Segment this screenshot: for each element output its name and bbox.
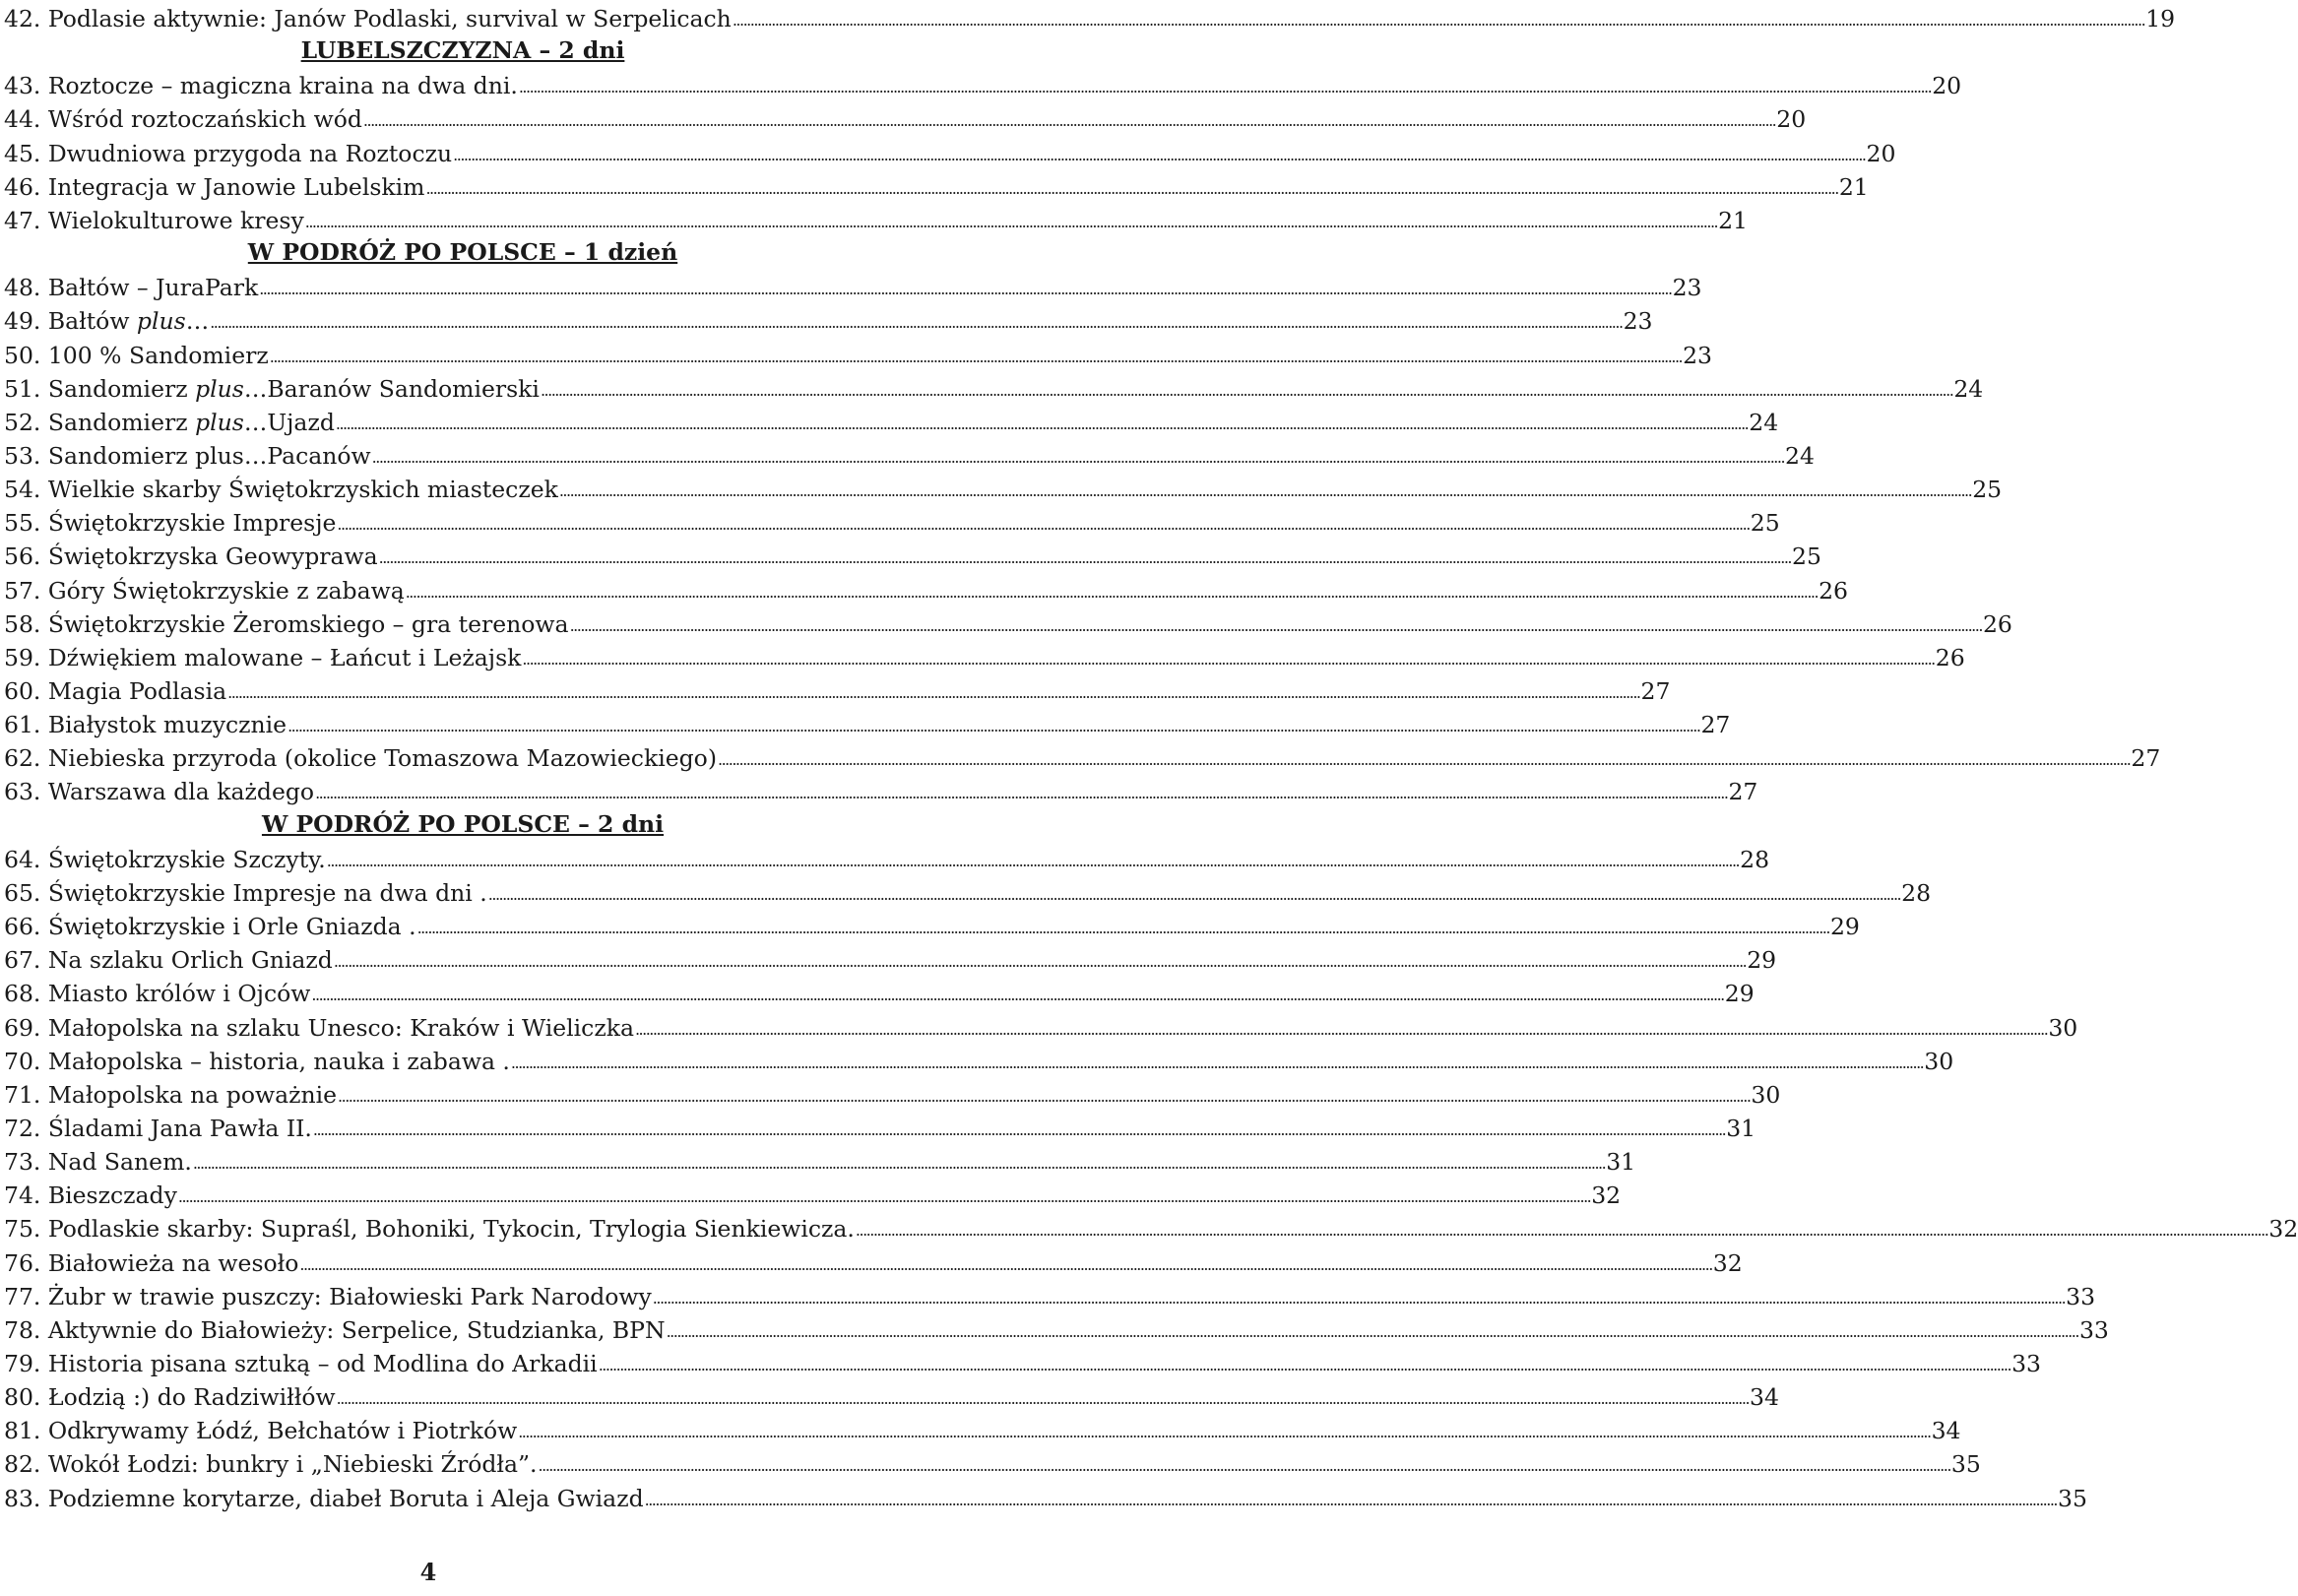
toc-entry <box>4 135 1896 168</box>
toc-entry <box>4 1311 2109 1345</box>
toc-leader-dots: ................................................................................................................................................................................................................................................................................................................................................................................................................ <box>315 784 1728 803</box>
toc-leader-dots: ................................................................................................................................................................................................................................................................................................................................................................................................................ <box>855 1221 2268 1241</box>
toc-entry-title: 67. Na szlaku Orlich Gniazd <box>4 946 333 975</box>
section-heading: W PODRÓŻ PO POLSCE – 1 dzień <box>247 238 678 267</box>
toc-leader-dots: ................................................................................................................................................................................................................................................................................................................................................................................................................ <box>299 1254 1712 1274</box>
toc-entry-page: 29 <box>1724 980 1755 1008</box>
toc-leader-dots: ................................................................................................................................................................................................................................................................................................................................................................................................................ <box>718 750 2131 770</box>
toc-entry-title: 83. Podziemne korytarze, diabeł Boruta i Aleja Gwiazd <box>4 1484 644 1512</box>
toc-leader-dots: ................................................................................................................................................................................................................................................................................................................................................................................................................ <box>336 1389 1750 1409</box>
toc-entry <box>4 1076 1781 1110</box>
toc-entry-page: 35 <box>1950 1450 1981 1479</box>
toc-entry <box>4 1278 2096 1311</box>
toc-entry-title: 80. Łodzią :) do Radziwiłłów <box>4 1383 336 1412</box>
toc-leader-dots: ................................................................................................................................................................................................................................................................................................................................................................................................................ <box>644 1490 2057 1509</box>
toc-leader-dots: ................................................................................................................................................................................................................................................................................................................................................................................................................ <box>453 145 1866 164</box>
toc-entry-page: 33 <box>2078 1315 2109 1344</box>
toc-entry-page: 21 <box>1838 172 1869 201</box>
toc-leader-dots: ................................................................................................................................................................................................................................................................................................................................................................................................................ <box>312 1119 1726 1139</box>
toc-entry-page: 30 <box>1751 1080 1781 1109</box>
toc-entry <box>4 404 1779 437</box>
toc-entry <box>4 1177 1622 1210</box>
toc-entry-title: 82. Wokół Łodzi: bunkry i „Niebieski Źródła”. <box>4 1450 538 1479</box>
toc-entry <box>4 1009 2078 1043</box>
toc-entry <box>4 706 1731 739</box>
toc-entry <box>4 302 1653 336</box>
toc-entry-page: 26 <box>1935 643 1965 671</box>
toc-entry-title: 76. Białowieża na wesoło <box>4 1248 299 1277</box>
toc-entry-title: 60. Magia Podlasia <box>4 677 227 705</box>
toc-entry <box>4 1345 2041 1378</box>
toc-leader-dots: ................................................................................................................................................................................................................................................................................................................................................................................................................ <box>416 919 1829 938</box>
toc-entry-page: 26 <box>1819 576 1848 605</box>
toc-entry <box>4 874 1932 908</box>
toc-entry-page: 32 <box>1712 1248 1743 1277</box>
toc-entry <box>4 337 1713 370</box>
toc-leader-dots: ................................................................................................................................................................................................................................................................................................................................................................................................................ <box>337 515 1750 535</box>
toc-entry-title: 55. Świętokrzyskie Impresje <box>4 509 337 538</box>
toc-entry-title: 52. Sandomierz plus…Ujazd <box>4 408 335 436</box>
toc-leader-dots: ................................................................................................................................................................................................................................................................................................................................................................................................................ <box>732 11 2145 30</box>
toc-entry <box>4 504 1780 538</box>
toc-entry-title: 71. Małopolska na poważnie <box>4 1080 338 1109</box>
toc-entry <box>4 1480 2087 1513</box>
toc-entry-page: 34 <box>1750 1383 1779 1412</box>
page-number: 4 <box>419 1558 437 1586</box>
toc-leader-dots: ................................................................................................................................................................................................................................................................................................................................................................................................................ <box>598 1356 2011 1374</box>
toc-entry <box>4 1445 1981 1479</box>
toc-entry-page: 35 <box>2058 1484 2087 1512</box>
toc-entry-page: 23 <box>1672 274 1702 302</box>
toc-entry <box>4 370 1984 404</box>
toc-leader-dots: ................................................................................................................................................................................................................................................................................................................................................................................................................ <box>510 1053 1924 1072</box>
toc-leader-dots: ................................................................................................................................................................................................................................................................................................................................................................................................................ <box>558 481 1972 501</box>
toc-entry-page: 24 <box>1749 408 1779 436</box>
toc-entry-page: 29 <box>1747 946 1777 975</box>
toc-entry <box>4 672 1671 706</box>
toc-leader-dots: ................................................................................................................................................................................................................................................................................................................................................................................................................ <box>338 1086 1751 1106</box>
toc-entry-page: 25 <box>1792 543 1821 571</box>
toc-entry-title: 75. Podlaskie skarby: Supraśl, Bohoniki, Tykocin, Trylogia Sienkiewicza. <box>4 1215 855 1244</box>
toc-entry-title: 44. Wśród roztoczańskich wód <box>4 105 362 134</box>
toc-entry-title: 57. Góry Świętokrzyskie z zabawą <box>4 576 405 605</box>
toc-leader-dots: ................................................................................................................................................................................................................................................................................................................................................................................................................ <box>227 683 1640 702</box>
toc-leader-dots: ................................................................................................................................................................................................................................................................................................................................................................................................................ <box>362 111 1776 131</box>
toc-leader-dots: ................................................................................................................................................................................................................................................................................................................................................................................................................ <box>326 851 1740 870</box>
toc-entry-title: 70. Małopolska – historia, nauka i zabawa . <box>4 1047 510 1075</box>
toc-leader-dots: ................................................................................................................................................................................................................................................................................................................................................................................................................ <box>522 649 1935 669</box>
toc-entry <box>4 941 1777 975</box>
toc-entry-title: 53. Sandomierz plus…Pacanów <box>4 441 371 470</box>
toc-entry-title: 42. Podlasie aktywnie: Janów Podlaski, survival w Serpelicach <box>4 5 732 32</box>
toc-entry-page: 34 <box>1931 1417 1961 1445</box>
toc-entry-page: 29 <box>1829 913 1860 941</box>
toc-entry-title: 50. 100 % Sandomierz <box>4 341 269 369</box>
toc-entry-title: 51. Sandomierz plus…Baranów Sandomierski <box>4 374 540 403</box>
toc-entry-page: 28 <box>1901 878 1932 907</box>
toc-entry-page: 28 <box>1740 845 1770 873</box>
toc-entry-title: 81. Odkrywamy Łódź, Bełchatów i Piotrków <box>4 1417 518 1445</box>
toc-entry <box>4 269 1702 302</box>
toc-leader-dots: ................................................................................................................................................................................................................................................................................................................................................................................................................ <box>304 212 1718 231</box>
toc-leader-dots: ................................................................................................................................................................................................................................................................................................................................................................................................................ <box>666 1321 2078 1341</box>
toc-entry-title: 68. Miasto królów i Ojców <box>4 980 311 1008</box>
toc-entry-page: 27 <box>1640 677 1671 705</box>
toc-entry <box>4 1210 2298 1244</box>
toc-entry <box>4 1110 1756 1143</box>
toc-entry <box>4 471 2003 504</box>
toc-entry-title: 47. Wielokulturowe kresy <box>4 206 304 234</box>
toc-entry-page: 30 <box>2048 1013 2078 1042</box>
toc-entry-title: 45. Dwudniowa przygoda na Roztoczu <box>4 139 453 167</box>
toc-entry-title: 49. Bałtów plus… <box>4 307 210 336</box>
toc-entry-title: 46. Integracja w Janowie Lubelskim <box>4 172 425 201</box>
toc-entry-title: 61. Białystok muzycznie <box>4 711 287 739</box>
toc-leader-dots: ................................................................................................................................................................................................................................................................................................................................................................................................................ <box>333 952 1747 972</box>
toc-entry-title: 79. Historia pisana sztuką – od Modlina do Arkadii <box>4 1350 598 1377</box>
toc-entry-title: 59. Dźwiękiem malowane – Łańcut i Leżajsk <box>4 643 522 671</box>
toc-leader-dots: ................................................................................................................................................................................................................................................................................................................................................................................................................ <box>210 313 1623 333</box>
toc-entry <box>4 773 1758 806</box>
toc-entry <box>4 1412 1961 1445</box>
toc-leader-dots: ................................................................................................................................................................................................................................................................................................................................................................................................................ <box>518 78 1932 97</box>
toc-entry <box>4 1143 1636 1177</box>
toc-entry-page: 30 <box>1924 1047 1954 1075</box>
toc-entry <box>4 202 1749 235</box>
toc-entry <box>4 739 2161 773</box>
toc-entry-page: 25 <box>1750 509 1780 538</box>
toc-entry-page: 24 <box>1785 441 1815 470</box>
toc-entry <box>4 538 1821 571</box>
toc-entry <box>4 975 1755 1008</box>
toc-leader-dots: ................................................................................................................................................................................................................................................................................................................................................................................................................ <box>540 380 1953 400</box>
toc-entry <box>4 606 2012 639</box>
toc-entry-title: 64. Świętokrzyskie Szczyty. <box>4 845 326 873</box>
toc-entry-page: 33 <box>2066 1282 2096 1310</box>
toc-entry-title: 48. Bałtów – JuraPark <box>4 274 259 302</box>
toc-entry <box>4 1378 1779 1412</box>
toc-entry-page: 26 <box>1982 609 2012 638</box>
toc-leader-dots: ................................................................................................................................................................................................................................................................................................................................................................................................................ <box>311 986 1724 1005</box>
toc-entry-title: 77. Żubr w trawie puszczy: Białowieski Park Narodowy <box>4 1282 652 1310</box>
toc-leader-dots: ................................................................................................................................................................................................................................................................................................................................................................................................................ <box>405 582 1819 602</box>
toc-entry-title: 73. Nad Sanem. <box>4 1148 192 1177</box>
toc-entry-page: 20 <box>1932 72 1962 100</box>
toc-entry <box>4 908 1860 941</box>
toc-entry-title: 65. Świętokrzyskie Impresje na dwa dni . <box>4 878 487 907</box>
toc-entry <box>4 0 2176 33</box>
toc-entry-page: 33 <box>2011 1350 2041 1377</box>
toc-entry-title: 62. Niebieska przyroda (okolice Tomaszowa Mazowieckiego) <box>4 744 717 773</box>
toc-entry <box>4 1043 1954 1076</box>
toc-leader-dots: ................................................................................................................................................................................................................................................................................................................................................................................................................ <box>518 1423 1931 1442</box>
toc-entry-title: 56. Świętokrzyska Geowyprawa <box>4 543 378 571</box>
toc-entry-page: 32 <box>1591 1181 1622 1210</box>
toc-entry-page: 27 <box>1700 711 1731 739</box>
toc-entry-page: 25 <box>1972 476 2003 504</box>
toc-leader-dots: ................................................................................................................................................................................................................................................................................................................................................................................................................ <box>538 1456 1950 1476</box>
toc-entry <box>4 572 1848 606</box>
toc-leader-dots: ................................................................................................................................................................................................................................................................................................................................................................................................................ <box>425 178 1838 198</box>
toc-entry <box>4 1245 1743 1278</box>
toc-entry-title: 66. Świętokrzyskie i Orle Gniazda . <box>4 913 416 941</box>
toc-entry-page: 24 <box>1953 374 1984 403</box>
toc-leader-dots: ................................................................................................................................................................................................................................................................................................................................................................................................................ <box>652 1288 2066 1308</box>
toc-entry-title: 58. Świętokrzyskie Żeromskiego – gra terenowa <box>4 609 569 638</box>
toc-entry <box>4 841 1770 874</box>
toc-entry-page: 31 <box>1726 1114 1756 1142</box>
toc-entry-title: 43. Roztocze – magiczna kraina na dwa dni. <box>4 72 518 100</box>
toc-entry-page: 21 <box>1718 206 1749 234</box>
toc-entry <box>4 100 1807 134</box>
toc-entry <box>4 67 1962 100</box>
toc-leader-dots: ................................................................................................................................................................................................................................................................................................................................................................................................................ <box>634 1019 2048 1039</box>
toc-entry-page: 27 <box>1728 778 1758 806</box>
toc-entry-title: 69. Małopolska na szlaku Unesco: Kraków i Wieliczka <box>4 1013 634 1042</box>
toc-entry-title: 63. Warszawa dla każdego <box>4 778 315 806</box>
toc-leader-dots: ................................................................................................................................................................................................................................................................................................................................................................................................................ <box>259 280 1672 299</box>
toc-entry-page: 20 <box>1866 139 1896 167</box>
toc-entry <box>4 437 1815 471</box>
toc-leader-dots: ................................................................................................................................................................................................................................................................................................................................................................................................................ <box>487 884 1901 904</box>
toc-leader-dots: ................................................................................................................................................................................................................................................................................................................................................................................................................ <box>378 548 1791 568</box>
section-heading: LUBELSZCZYZNA – 2 dni <box>300 36 625 65</box>
toc-entry-page: 23 <box>1623 307 1653 336</box>
toc-entry-title: 74. Bieszczady <box>4 1181 177 1210</box>
toc-entry-page: 32 <box>2268 1215 2298 1244</box>
section-heading: W PODRÓŻ PO POLSCE – 2 dni <box>261 809 665 838</box>
toc-entry-title: 72. Śladami Jana Pawła II. <box>4 1114 312 1142</box>
toc-entry-title: 54. Wielkie skarby Świętokrzyskich miasteczek <box>4 476 558 504</box>
toc-leader-dots: ................................................................................................................................................................................................................................................................................................................................................................................................................ <box>371 447 1785 467</box>
toc-leader-dots: ................................................................................................................................................................................................................................................................................................................................................................................................................ <box>335 414 1749 433</box>
toc-leader-dots: ................................................................................................................................................................................................................................................................................................................................................................................................................ <box>269 347 1683 366</box>
toc-entry-page: 27 <box>2131 744 2161 773</box>
toc-leader-dots: ................................................................................................................................................................................................................................................................................................................................................................................................................ <box>569 615 1982 635</box>
toc-entry-title: 78. Aktywnie do Białowieży: Serpelice, Studzianka, BPN <box>4 1315 666 1344</box>
toc-leader-dots: ................................................................................................................................................................................................................................................................................................................................................................................................................ <box>192 1154 1606 1174</box>
toc-leader-dots: ................................................................................................................................................................................................................................................................................................................................................................................................................ <box>177 1187 1591 1207</box>
toc-entry-page: 19 <box>2145 5 2176 32</box>
toc-entry <box>4 639 1965 672</box>
toc-entry-page: 23 <box>1683 341 1713 369</box>
toc-entry <box>4 168 1869 202</box>
toc-entry-page: 31 <box>1606 1148 1636 1177</box>
toc-leader-dots: ................................................................................................................................................................................................................................................................................................................................................................................................................ <box>287 717 1700 736</box>
toc-entry-page: 20 <box>1776 105 1807 134</box>
